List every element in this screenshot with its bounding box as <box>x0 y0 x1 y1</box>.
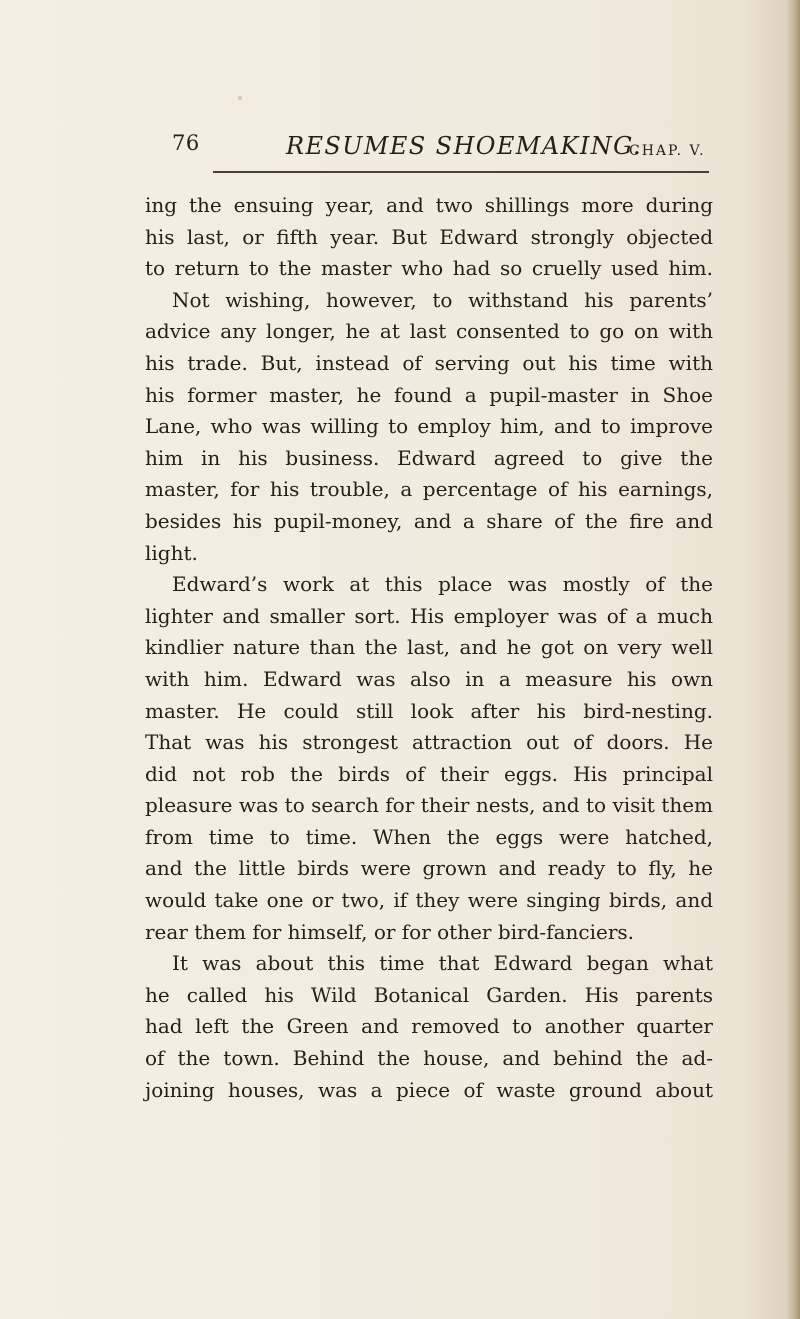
text-line: from time to time. When the eggs were hatched, <box>145 824 713 849</box>
paragraph-start-line: It was about this time that Edward began what <box>172 951 713 976</box>
header-rule <box>213 171 709 173</box>
text-line: and the little birds were grown and ready to fly, he <box>145 856 713 881</box>
text-line: pleasure was to search for their nests, and to visit them <box>145 793 713 818</box>
text-line: his last, or fifth year. But Edward strongly objected <box>145 224 713 249</box>
text-line: That was his strongest attraction out of doors. He <box>145 730 713 755</box>
text-line: him in his business. Edward agreed to give the <box>145 445 713 470</box>
text-line: ing the ensuing year, and two shillings more during <box>145 193 713 217</box>
text-line: advice any longer, he at last consented to go on with <box>145 319 713 344</box>
paragraph-end-line: light. <box>145 540 198 565</box>
text-line: his former master, he found a pupil-master in Shoe <box>145 382 713 407</box>
text-line: kindlier nature than the last, and he got on very well <box>145 635 713 660</box>
running-title: RESUMES SHOEMAKING. <box>286 132 642 160</box>
running-header <box>0 0 800 170</box>
text-line: Lane, who was willing to employ him, and to improve <box>145 414 713 439</box>
text-line: his trade. But, instead of serving out his time with <box>145 350 713 375</box>
text-line: would take one or two, if they were singing birds, and <box>145 888 713 913</box>
text-line: with him. Edward was also in a measure his own <box>145 666 713 691</box>
chapter-label: CHAP. V. <box>629 143 706 159</box>
text-line: master, for his trouble, a percentage of his earnings, <box>145 477 713 502</box>
text-line: he called his Wild Botanical Garden. His parents <box>145 982 713 1007</box>
text-line: master. He could still look after his bird-nesting. <box>145 698 713 723</box>
text-line: besides his pupil-money, and a share of the fire and <box>145 508 713 533</box>
paragraph-start-line: Edward’s work at this place was mostly of the <box>172 572 713 597</box>
paragraph-end-line: rear them for himself, or for other bird-fanciers. <box>145 919 634 944</box>
text-line: had left the Green and removed to another quarter <box>145 1014 713 1039</box>
paragraph-start-line: Not wishing, however, to withstand his parents’ <box>172 287 713 312</box>
text-line: lighter and smaller sort. His employer was of a much <box>145 603 713 628</box>
text-line: to return to the master who had so cruelly used him. <box>145 256 713 281</box>
text-line: joining houses, was a piece of waste ground about <box>145 1077 713 1102</box>
page-edge-shadow <box>786 0 800 1319</box>
text-line: did not rob the birds of their eggs. His principal <box>145 761 713 786</box>
text-line: of the town. Behind the house, and behind the ad- <box>145 1046 713 1071</box>
page-number: 76 <box>172 131 200 155</box>
body-text <box>145 190 713 1106</box>
